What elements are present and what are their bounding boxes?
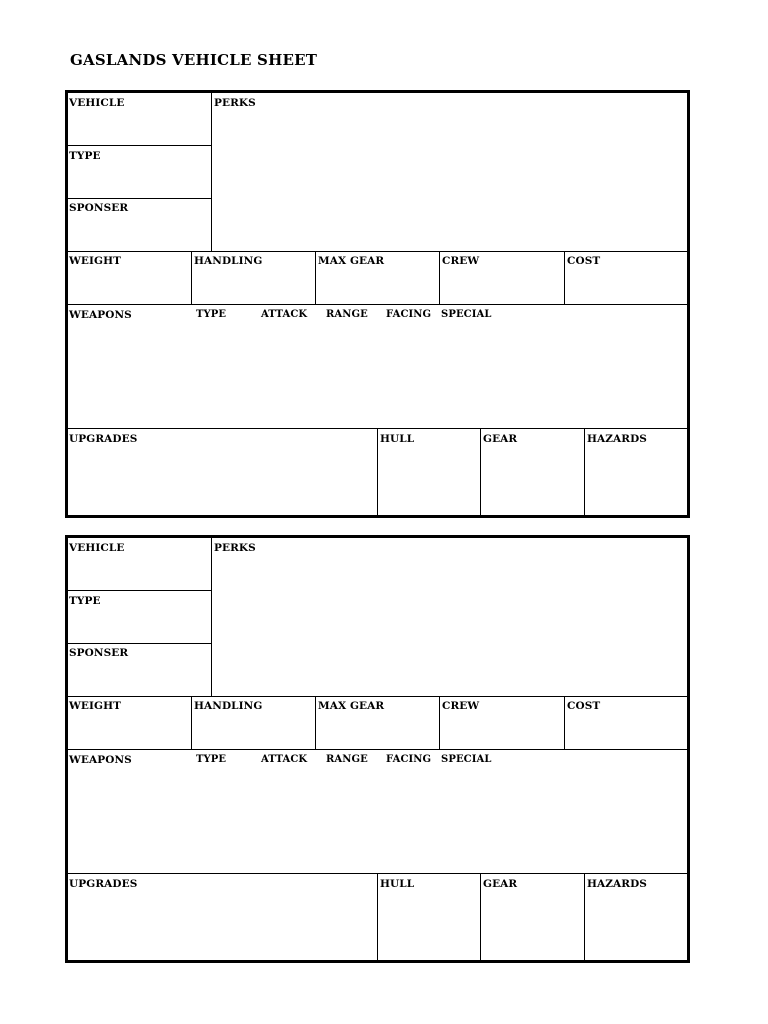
perks-label: PERKS [214, 97, 256, 109]
perks-label: PERKS [214, 542, 256, 554]
page-title: GASLANDS VEHICLE SHEET [70, 51, 318, 69]
weight-label: WEIGHT [69, 255, 122, 267]
upgrades-label: UPGRADES [69, 433, 138, 445]
divider [439, 251, 440, 304]
divider [68, 304, 687, 305]
divider [564, 696, 565, 749]
cost-label: COST [567, 700, 601, 712]
vehicle-label: VEHICLE [69, 542, 125, 554]
handling-label: HANDLING [194, 255, 263, 267]
divider [68, 251, 687, 252]
weapon-col-attack: ATTACK [261, 309, 308, 320]
hazards-label: HAZARDS [587, 433, 647, 445]
divider [68, 696, 687, 697]
weight-label: WEIGHT [69, 700, 122, 712]
weapon-col-special: SPECIAL [441, 754, 492, 765]
hazards-label: HAZARDS [587, 878, 647, 890]
weapons-label: WEAPONS [69, 754, 132, 766]
divider [68, 198, 211, 199]
divider [377, 873, 378, 963]
weapon-col-attack: ATTACK [261, 754, 308, 765]
cost-label: COST [567, 255, 601, 267]
divider [211, 538, 212, 696]
vehicle-sheet-1 [65, 90, 690, 518]
divider [377, 428, 378, 518]
divider [191, 696, 192, 749]
divider [480, 428, 481, 518]
handling-label: HANDLING [194, 700, 263, 712]
divider [439, 696, 440, 749]
hull-label: HULL [380, 433, 415, 445]
divider [480, 873, 481, 963]
gear-label: GEAR [483, 433, 518, 445]
type-label: TYPE [69, 595, 101, 607]
type-label: TYPE [69, 150, 101, 162]
crew-label: CREW [442, 700, 480, 712]
weapon-col-facing: FACING [386, 754, 432, 765]
divider [315, 251, 316, 304]
upgrades-label: UPGRADES [69, 878, 138, 890]
vehicle-label: VEHICLE [69, 97, 125, 109]
divider [564, 251, 565, 304]
divider [584, 428, 585, 518]
hull-label: HULL [380, 878, 415, 890]
divider [211, 93, 212, 251]
weapon-col-type: TYPE [196, 754, 227, 765]
divider [68, 749, 687, 750]
weapon-col-range: RANGE [326, 309, 368, 320]
max-gear-label: MAX GEAR [318, 255, 385, 267]
sponser-label: SPONSER [69, 202, 129, 214]
max-gear-label: MAX GEAR [318, 700, 385, 712]
divider [68, 590, 211, 591]
vehicle-sheet-2 [65, 535, 690, 963]
crew-label: CREW [442, 255, 480, 267]
divider [68, 145, 211, 146]
weapons-label: WEAPONS [69, 309, 132, 321]
weapon-col-facing: FACING [386, 309, 432, 320]
divider [191, 251, 192, 304]
divider [584, 873, 585, 963]
divider [68, 643, 211, 644]
gear-label: GEAR [483, 878, 518, 890]
sponser-label: SPONSER [69, 647, 129, 659]
weapon-col-type: TYPE [196, 309, 227, 320]
weapon-col-range: RANGE [326, 754, 368, 765]
weapon-col-special: SPECIAL [441, 309, 492, 320]
divider [315, 696, 316, 749]
